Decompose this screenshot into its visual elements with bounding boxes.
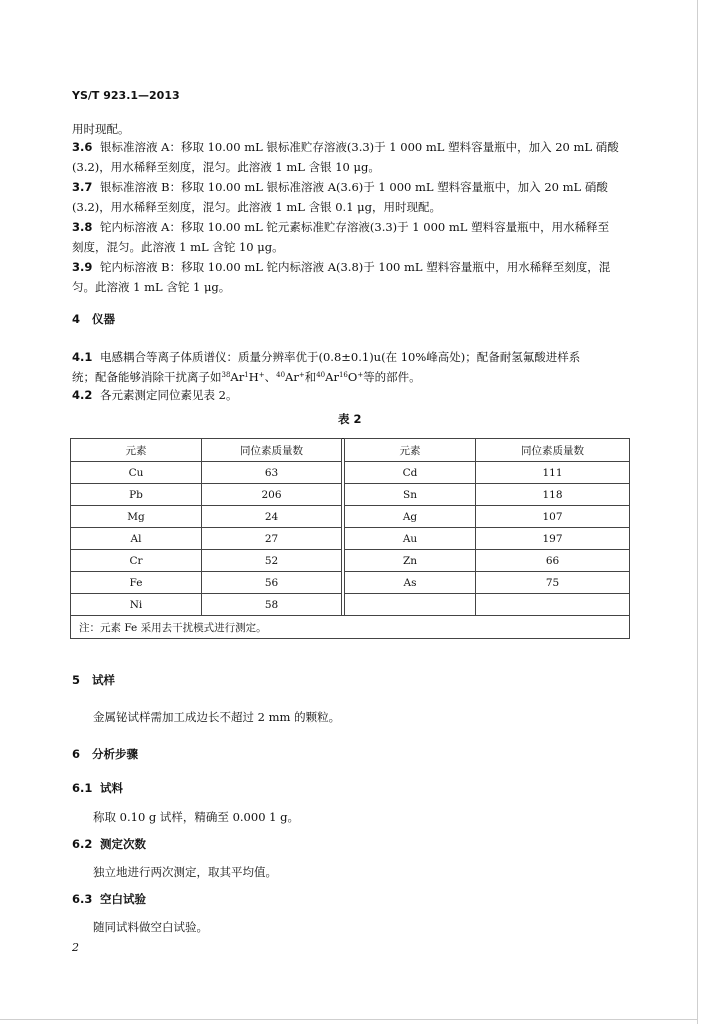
table-cell: 206	[202, 484, 342, 506]
section-4-1-number: 4.1	[72, 350, 93, 364]
section-4-heading: 4 仪器	[72, 312, 115, 326]
table-cell: 63	[202, 462, 342, 484]
table-header-cell: 同位素质量数	[202, 439, 342, 462]
table-cell: 56	[202, 572, 342, 594]
section-3-9-line1: 3.9 铊内标溶液 B：移取 10.00 mL 铊内标溶液 A(3.8)于 100 mL 塑料容量瓶中，用水稀释至刻度，混	[72, 260, 611, 274]
table-header-cell: 元素	[345, 439, 476, 462]
section-4-2-number: 4.2	[72, 388, 93, 402]
section-6-3-heading: 6.3 空白试验	[72, 892, 146, 906]
table-header-cell: 元素	[71, 439, 202, 462]
table-cell: Fe	[71, 572, 202, 594]
table-cell: 107	[476, 506, 630, 528]
table-row	[71, 462, 630, 484]
section-6-heading: 6 分析步骤	[72, 747, 138, 761]
section-3-5-continuation: 用时现配。	[72, 122, 130, 136]
table-row	[71, 572, 630, 594]
table-row	[71, 528, 630, 550]
section-3-9-line2: 匀。此溶液 1 mL 含铊 1 μg。	[72, 280, 231, 294]
section-6-3-body: 随同试料做空白试验。	[93, 920, 208, 934]
table-cell: Cr	[71, 550, 202, 572]
section-3-6-line1: 3.6 银标准溶液 A：移取 10.00 mL 银标准贮存溶液(3.3)于 1 000 mL 塑料容量瓶中，加入 20 mL 硝酸	[72, 140, 619, 154]
table-cell	[345, 594, 476, 616]
section-3-8-line2: 刻度，混匀。此溶液 1 mL 含铊 10 μg。	[72, 240, 284, 254]
table-2	[70, 438, 630, 639]
table-cell: Cu	[71, 462, 202, 484]
table-cell: Sn	[345, 484, 476, 506]
page-right-edge	[697, 0, 698, 1024]
table-cell: 52	[202, 550, 342, 572]
table-cell: 75	[476, 572, 630, 594]
table-cell	[476, 594, 630, 616]
section-5-body: 金属铋试样需加工成边长不超过 2 mm 的颗粒。	[93, 710, 341, 724]
table-cell: 197	[476, 528, 630, 550]
table-cell: 27	[202, 528, 342, 550]
table-cell: As	[345, 572, 476, 594]
table-cell: 66	[476, 550, 630, 572]
table-header-cell: 同位素质量数	[476, 439, 630, 462]
table-cell: Pb	[71, 484, 202, 506]
table-cell: Ag	[345, 506, 476, 528]
section-6-1-heading: 6.1 试料	[72, 781, 123, 795]
table-row	[71, 550, 630, 572]
table-cell: 58	[202, 594, 342, 616]
section-3-8-number: 3.8	[72, 220, 93, 234]
table-cell: Au	[345, 528, 476, 550]
section-3-7-line1: 3.7 银标准溶液 B：移取 10.00 mL 银标准溶液 A(3.6)于 1 000 mL 塑料容量瓶中，加入 20 mL 硝酸	[72, 180, 608, 194]
section-3-7-line2: (3.2)，用水稀释至刻度，混匀。此溶液 1 mL 含银 0.1 μg，用时现配。	[72, 200, 442, 214]
section-3-9-number: 3.9	[72, 260, 93, 274]
section-5-heading: 5 试样	[72, 673, 115, 687]
table-cell: 118	[476, 484, 630, 506]
section-6-1-body: 称取 0.10 g 试样，精确至 0.000 1 g。	[93, 810, 299, 824]
page-number: 2	[72, 941, 79, 954]
section-3-6-number: 3.6	[72, 140, 93, 154]
table-row	[71, 594, 630, 616]
page-bottom-edge	[0, 1019, 697, 1020]
section-6-2-body: 独立地进行两次测定，取其平均值。	[93, 865, 277, 879]
table-header-row	[71, 439, 630, 462]
table-row	[71, 484, 630, 506]
table-cell: 24	[202, 506, 342, 528]
table-cell: Cd	[345, 462, 476, 484]
table-row	[71, 506, 630, 528]
section-4-2: 4.2 各元素测定同位素见表 2。	[72, 388, 238, 402]
table-cell: Zn	[345, 550, 476, 572]
table-cell: Ni	[71, 594, 202, 616]
table-cell: 111	[476, 462, 630, 484]
section-4-1-line2: 统；配备能够消除干扰离子如$^{38}$Ar$^1$H+、$^{40}$Ar+和$^{40}$Ar$^{16}$O+等的部件。	[72, 370, 421, 384]
doc-id-header: YS/T 923.1—2013	[72, 89, 180, 102]
section-6-2-heading: 6.2 测定次数	[72, 837, 146, 851]
section-3-7-number: 3.7	[72, 180, 93, 194]
table-cell: Al	[71, 528, 202, 550]
table-cell: Mg	[71, 506, 202, 528]
table-2-caption: 表 2	[338, 412, 362, 426]
table-note-row	[71, 616, 630, 639]
table-note: 注：元素 Fe 采用去干扰模式进行测定。	[71, 616, 630, 639]
section-3-6-line2: (3.2)，用水稀释至刻度，混匀。此溶液 1 mL 含银 10 μg。	[72, 160, 380, 174]
section-4-1-line1: 4.1 电感耦合等离子体质谱仪：质量分辨率优于(0.8±0.1)u(在 10%峰高处)；配备耐氢氟酸进样系	[72, 350, 581, 364]
section-3-8-line1: 3.8 铊内标溶液 A：移取 10.00 mL 铊元素标准贮存溶液(3.3)于 1 000 mL 塑料容量瓶中，用水稀释至	[72, 220, 610, 234]
